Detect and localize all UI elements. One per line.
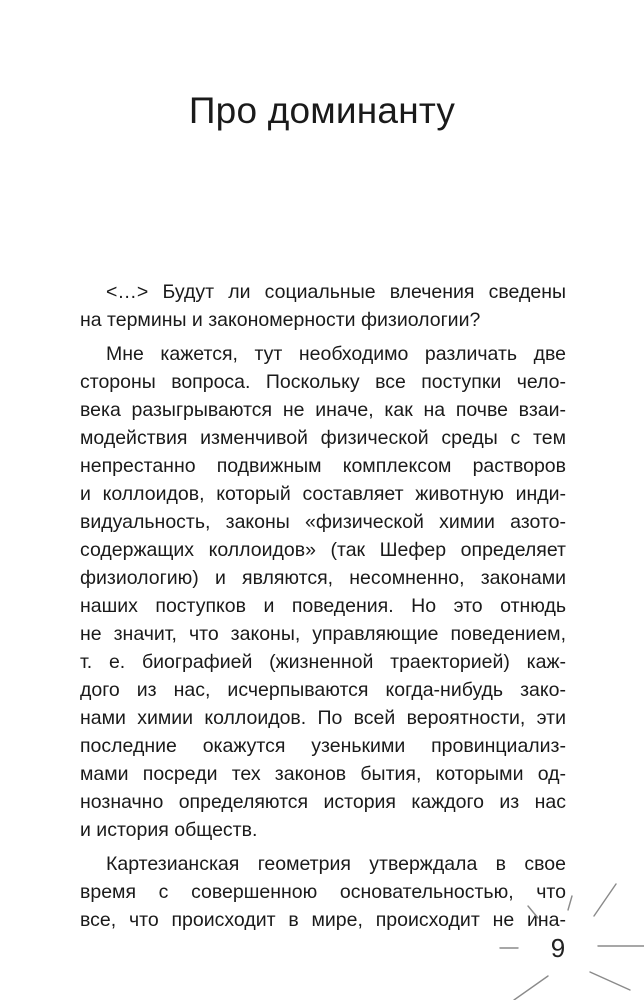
text-line: мами посреди тех законов бытия, которыми од- — [80, 763, 566, 785]
burst-ray — [514, 976, 548, 1000]
text-line: <…> Будут ли социальные влечения сведены — [106, 281, 566, 303]
text-line: содержащих коллоидов» (так Шефер определяет — [80, 539, 566, 561]
burst-ray — [568, 896, 572, 910]
text-line: все, что происходит в мире, происходит не ина- — [80, 909, 566, 931]
burst-ray — [594, 884, 616, 916]
text-line: Мне кажется, тут необходимо различать две — [106, 343, 566, 365]
text-line: стороны вопроса. Поскольку все поступки чело- — [80, 371, 566, 393]
text-line: физиологию) и являются, несомненно, законами — [80, 567, 566, 589]
text-line: и история обществ. — [80, 819, 258, 841]
page-title: Про доминанту — [188, 90, 456, 131]
text-line: наших поступков и поведения. Но это отнюдь — [80, 595, 566, 617]
text-line: Картезианская геометрия утверждала в свое — [106, 853, 566, 875]
paragraph — [80, 278, 566, 334]
paragraph — [80, 850, 566, 934]
text-line: последние окажутся узенькими провинциализ- — [80, 735, 566, 757]
text-line: нозначно определяются история каждого из нас — [80, 791, 566, 813]
text-line: века разыгрываются не иначе, как на почве взаи- — [80, 399, 566, 421]
text-line: непрестанно подвижным комплексом растворов — [80, 455, 566, 477]
page-number: 9 — [550, 933, 566, 963]
text-line: и коллоидов, который составляет животную инди- — [80, 483, 566, 505]
burst-ray — [590, 972, 630, 990]
text-line: не значит, что законы, управляющие поведением, — [80, 623, 566, 645]
text-line: на термины и закономерности физиологии? — [80, 309, 481, 331]
text-line: дого из нас, исчерпываются когда-нибудь зако- — [80, 679, 566, 701]
paragraph — [80, 340, 566, 844]
text-line: т. е. биографией (жизненной траекторией) каж- — [80, 651, 566, 673]
text-line: время с совершенною основательностью, что — [80, 881, 566, 903]
text-line: видуальность, законы «физической химии азото- — [80, 511, 566, 533]
text-line: модействия изменчивой физической среды с тем — [80, 427, 566, 449]
text-line: нами химии коллоидов. По всей вероятности, эти — [80, 707, 566, 729]
body-text — [80, 278, 566, 934]
